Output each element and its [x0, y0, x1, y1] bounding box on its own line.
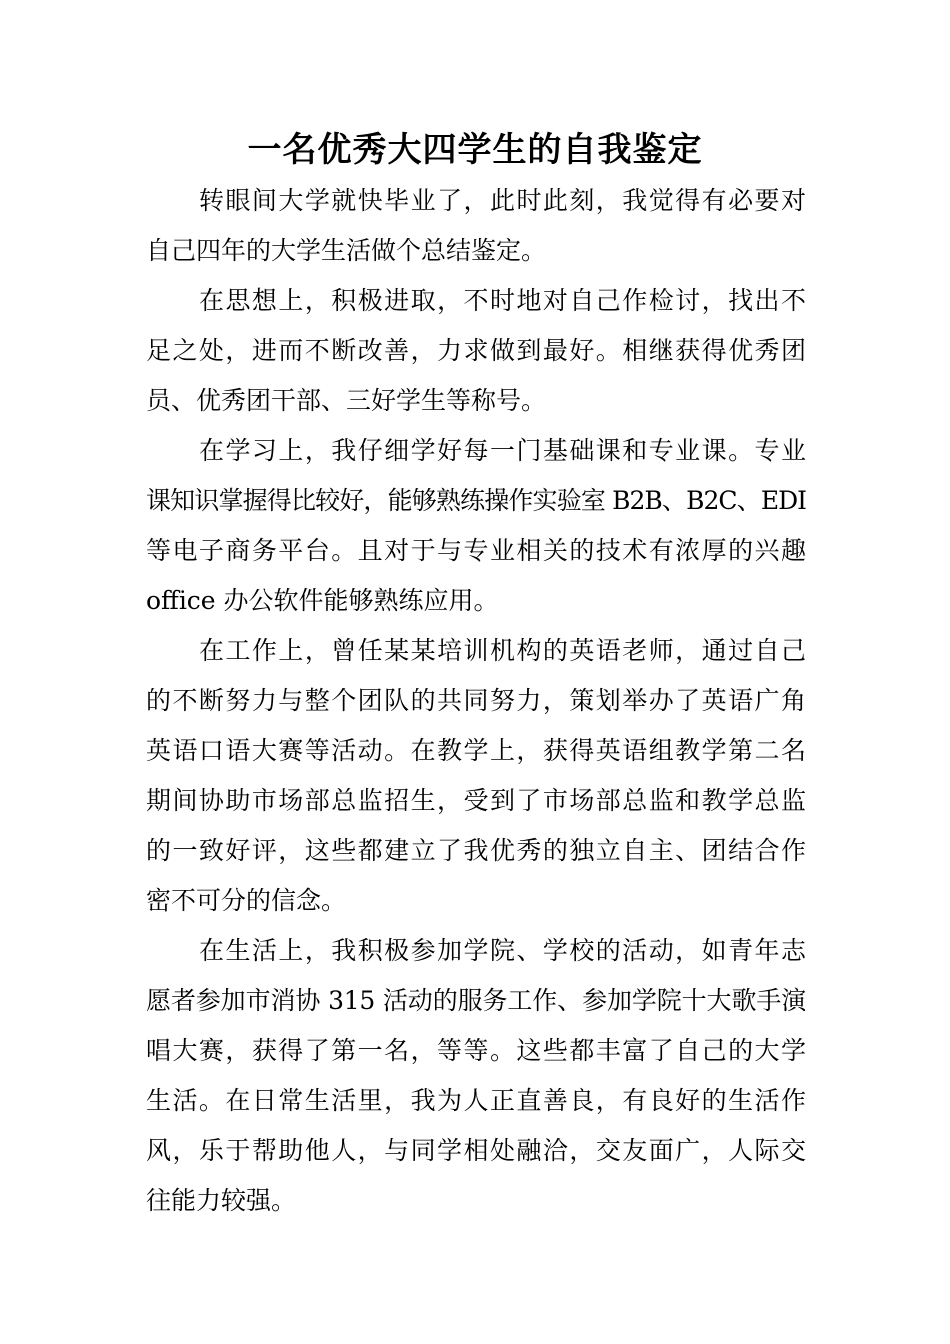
paragraph-line: 的一致好评，这些都建立了我优秀的独立自主、团结合作	[146, 836, 806, 865]
paragraph-line: 自己四年的大学生活做个总结鉴定。	[146, 236, 547, 265]
paragraph	[146, 176, 806, 276]
paragraph-line: 员、优秀团干部、三好学生等称号。	[146, 386, 547, 415]
paragraph-line: 课知识掌握得比较好，能够熟练操作实验室 B2B、B2C、EDI	[146, 486, 806, 515]
paragraph-line: office 办公软件能够熟练应用。	[146, 586, 499, 615]
paragraph-line: 在工作上，曾任某某培训机构的英语老师，通过自己	[199, 636, 806, 665]
paragraph	[146, 426, 806, 626]
paragraph-line: 在学习上，我仔细学好每一门基础课和专业课。专业	[199, 436, 806, 465]
paragraph-line: 密不可分的信念。	[146, 886, 347, 915]
paragraph-line: 等电子商务平台。且对于与专业相关的技术有浓厚的兴趣	[146, 536, 806, 565]
paragraph-line: 英语口语大赛等活动。在教学上，获得英语组教学第二名	[146, 736, 806, 765]
paragraph-line: 唱大赛，获得了第一名，等等。这些都丰富了自己的大学	[146, 1036, 806, 1065]
paragraph-line: 转眼间大学就快毕业了，此时此刻，我觉得有必要对	[199, 186, 806, 215]
paragraph-line: 在思想上，积极进取，不时地对自己作检讨，找出不	[199, 286, 806, 315]
paragraph-line: 往能力较强。	[146, 1186, 297, 1215]
paragraph	[146, 276, 806, 426]
paragraph-line: 生活。在日常生活里，我为人正直善良，有良好的生活作	[146, 1086, 806, 1115]
paragraph-line: 的不断努力与整个团队的共同努力，策划举办了英语广角	[146, 686, 806, 715]
paragraph-line: 在生活上，我积极参加学院、学校的活动，如青年志	[199, 936, 806, 965]
paragraph	[146, 626, 806, 926]
document-body	[146, 176, 806, 1226]
paragraph-line: 足之处，进而不断改善，力求做到最好。相继获得优秀团	[146, 336, 806, 365]
paragraph-line: 期间协助市场部总监招生，受到了市场部总监和教学总监	[146, 786, 806, 815]
paragraph-line: 风，乐于帮助他人，与同学相处融洽，交友面广，人际交	[146, 1136, 806, 1165]
document-title: 一名优秀大四学生的自我鉴定	[247, 130, 703, 170]
paragraph-line: 愿者参加市消协 315 活动的服务工作、参加学院十大歌手演	[146, 986, 806, 1015]
paragraph	[146, 926, 806, 1226]
